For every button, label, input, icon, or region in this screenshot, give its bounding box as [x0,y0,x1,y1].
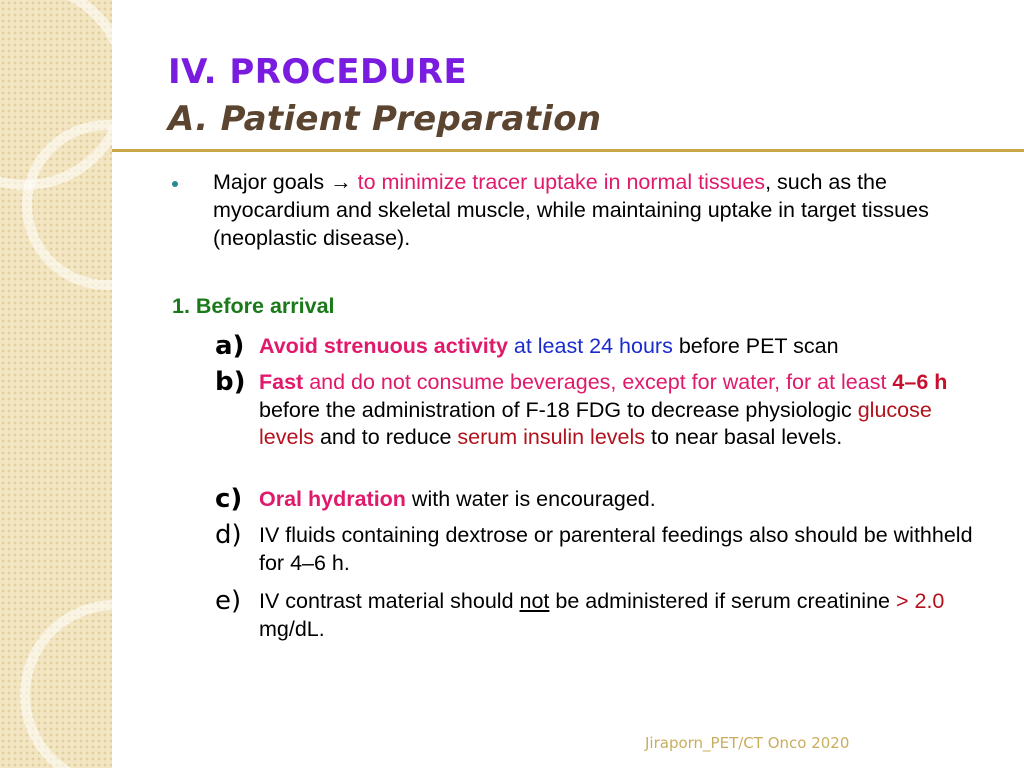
text-span: Fast [259,370,304,394]
list-marker: b) [215,367,246,397]
intro-paragraph [213,168,993,252]
text-span: glucose levels [259,397,932,449]
arrow-icon: → [330,170,352,194]
intro-text: Major goals [213,170,331,194]
text-span: IV fluids containing dextrose or parenteral feedings also should be withheld for 4–6 h. [259,523,973,575]
text-span: mg/dL. [259,616,325,641]
intro-text-rest: , such as the myocardium and skeletal muscle, while maintaining uptake in target tissues (neoplastic disease). [213,170,929,250]
text-span: IV contrast material should [259,589,520,613]
list-marker: d) [215,520,242,550]
list-item-text [259,333,979,361]
list-item-text [259,369,979,452]
title-divider [112,149,1024,152]
text-span: and to reduce [313,425,458,449]
text-span: > 2.0 [895,589,945,613]
list-item-text [259,486,979,514]
text-span: at least 24 hours [507,334,673,358]
text-span: to near basal levels. [645,425,843,449]
section-heading: 1. Before arrival [172,294,335,318]
text-span: with water is encouraged. [405,487,656,511]
text-span: before PET scan [672,334,839,358]
text-span: before the administration of F-18 FDG to decrease physiologic [259,397,858,422]
list-marker: c) [215,484,243,514]
slide-footer: Jiraporn_PET/CT Onco 2020 [645,734,850,752]
list-item-text [259,522,979,577]
text-span: Avoid strenuous activity [259,334,508,358]
text-span: Oral hydration [259,487,406,511]
list-marker: e) [215,586,242,616]
text-span: 4–6 h [892,370,948,394]
intro-highlight: to minimize tracer uptake in normal tissues [357,170,766,194]
text-span: serum insulin levels [457,425,646,449]
slide-subtitle: A. Patient Preparation [168,99,602,139]
bullet-icon [172,181,178,187]
text-span: and do not consume beverages, except for water, for at least [303,370,893,394]
list-item-text [259,588,979,643]
text-span: be administered if serum creatinine [549,589,896,613]
slide-title: IV. PROCEDURE [168,52,468,92]
list-marker: a) [215,331,245,361]
text-span: not [519,589,550,613]
